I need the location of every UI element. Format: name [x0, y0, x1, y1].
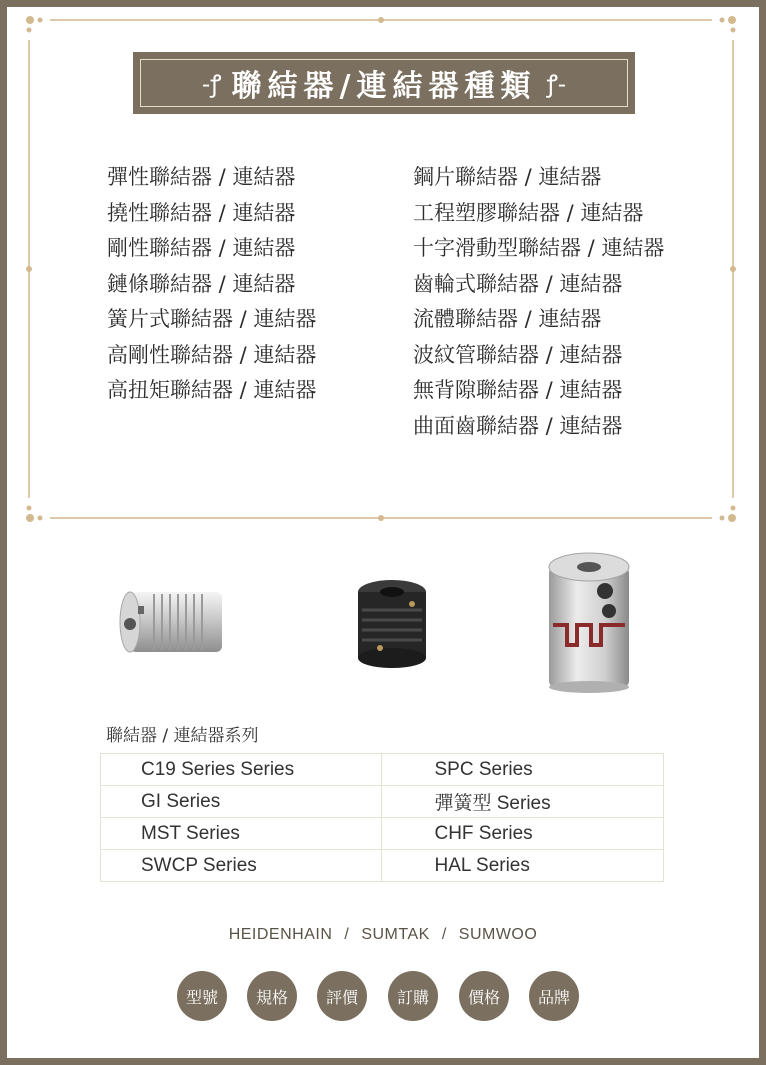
coupling-type-item: 無背隙聯結器 / 連結器: [413, 378, 623, 402]
nav-button-brand[interactable]: 品牌: [529, 971, 579, 1021]
brand-sumtak: SUMTAK: [361, 926, 430, 943]
coupling-type-item: 鋼片聯結器 / 連結器: [413, 165, 602, 189]
coupling-type-item: 波紋管聯結器 / 連結器: [413, 342, 623, 367]
brand-sumwoo: SUMWOO: [458, 926, 538, 943]
table-row: [101, 754, 664, 786]
coupling-types-right: [413, 160, 664, 444]
table-row: [101, 786, 664, 818]
nav-button-review[interactable]: 評價: [317, 971, 367, 1021]
series-cell: 彈簧型 Series: [382, 786, 664, 818]
page-title: 聯結器/連結器種類: [231, 69, 537, 104]
brand-separator: /: [344, 926, 350, 943]
table-row: [101, 818, 664, 850]
coupling-type-item: 剛性聯結器 / 連結器: [107, 236, 296, 260]
nav-button-price[interactable]: 價格: [459, 971, 509, 1021]
coupling-type-item: 曲面齒聯結器 / 連結器: [413, 413, 623, 438]
coupling-type-item: 鏈條聯結器 / 連結器: [107, 271, 296, 296]
coupling-type-item: 簧片式聯結器 / 連結器: [107, 307, 317, 331]
series-cell: CHF Series: [382, 818, 664, 850]
series-cell: MST Series: [101, 818, 382, 850]
swirl-right-icon: ꝭ-: [546, 69, 566, 98]
series-cell: C19 Series Series: [101, 754, 382, 786]
title-banner: [133, 52, 635, 114]
table-row: [101, 850, 664, 882]
bellows-coupling-photo: [108, 578, 236, 668]
series-cell: HAL Series: [382, 850, 664, 882]
nav-button-order[interactable]: 訂購: [388, 971, 438, 1021]
series-table: [100, 753, 664, 882]
series-cell: SPC Series: [382, 754, 664, 786]
coupling-type-item: 彈性聯結器 / 連結器: [107, 165, 296, 189]
series-heading: 聯結器 / 連結器系列: [106, 726, 259, 746]
nav-button-model[interactable]: 型號: [177, 971, 227, 1021]
brands-line: [0, 926, 766, 944]
coupling-types-left: [107, 160, 316, 409]
coupling-type-item: 流體聯結器 / 連結器: [413, 307, 602, 331]
coupling-type-item: 撓性聯結器 / 連結器: [107, 200, 296, 225]
coupling-type-item: 高剛性聯結器 / 連結器: [107, 342, 317, 367]
coupling-type-item: 高扭矩聯結器 / 連結器: [107, 378, 317, 402]
series-cell: GI Series: [101, 786, 382, 818]
brand-heidenhain: HEIDENHAIN: [228, 926, 333, 943]
coupling-type-item: 十字滑動型聯結器 / 連結器: [413, 236, 665, 260]
swirl-left-icon: -ꝭ: [202, 69, 222, 98]
nav-button-spec[interactable]: 規格: [247, 971, 297, 1021]
coupling-type-item: 工程塑膠聯結器 / 連結器: [413, 200, 644, 225]
jaw-coupling-photo: [527, 545, 689, 700]
black-disc-coupling-photo: [340, 548, 480, 683]
series-cell: SWCP Series: [101, 850, 382, 882]
brand-separator: /: [441, 926, 447, 943]
coupling-type-item: 齒輪式聯結器 / 連結器: [413, 271, 623, 296]
nav-buttons: [177, 971, 597, 1023]
